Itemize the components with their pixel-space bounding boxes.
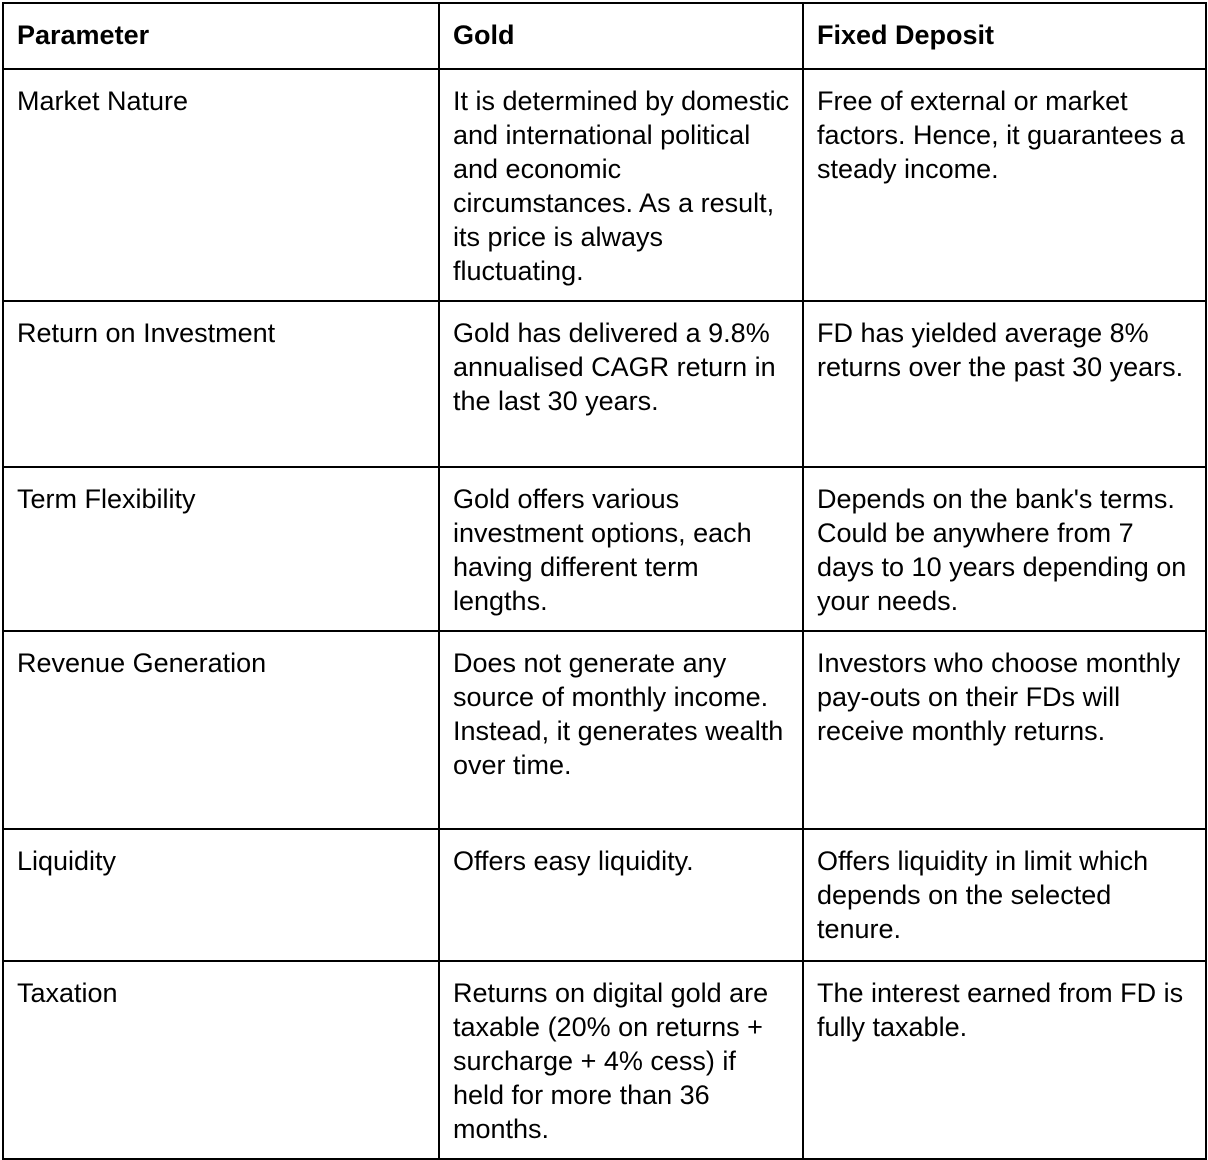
parameter-cell: Liquidity bbox=[3, 829, 439, 961]
fixed-deposit-cell: Depends on the bank's terms. Could be anywhere from 7 days to 10 years depending on your needs. bbox=[803, 467, 1206, 631]
parameter-cell: Market Nature bbox=[3, 69, 439, 301]
table-row bbox=[3, 961, 1206, 1159]
fixed-deposit-cell: Investors who choose monthly pay-outs on their FDs will receive monthly returns. bbox=[803, 631, 1206, 829]
table-row bbox=[3, 467, 1206, 631]
header-gold: Gold bbox=[439, 3, 803, 69]
header-parameter: Parameter bbox=[3, 3, 439, 69]
gold-cell: Does not generate any source of monthly income. Instead, it generates wealth over time. bbox=[439, 631, 803, 829]
gold-cell: Offers easy liquidity. bbox=[439, 829, 803, 961]
fixed-deposit-cell: The interest earned from FD is fully taxable. bbox=[803, 961, 1206, 1159]
comparison-table bbox=[2, 2, 1207, 1160]
table-row bbox=[3, 829, 1206, 961]
gold-cell: Returns on digital gold are taxable (20% on returns + surcharge + 4% cess) if held for more than 36 months. bbox=[439, 961, 803, 1159]
fixed-deposit-cell: Free of external or market factors. Hence, it guarantees a steady income. bbox=[803, 69, 1206, 301]
parameter-cell: Term Flexibility bbox=[3, 467, 439, 631]
fixed-deposit-cell: Offers liquidity in limit which depends on the selected tenure. bbox=[803, 829, 1206, 961]
parameter-cell: Revenue Generation bbox=[3, 631, 439, 829]
header-row bbox=[3, 3, 1206, 69]
gold-cell: It is determined by domestic and international political and economic circumstances. As a result, its price is always fluctuating. bbox=[439, 69, 803, 301]
table-row bbox=[3, 69, 1206, 301]
table-row bbox=[3, 631, 1206, 829]
header-fixed-deposit: Fixed Deposit bbox=[803, 3, 1206, 69]
parameter-cell: Taxation bbox=[3, 961, 439, 1159]
gold-cell: Gold has delivered a 9.8% annualised CAGR return in the last 30 years. bbox=[439, 301, 803, 467]
fixed-deposit-cell: FD has yielded average 8% returns over the past 30 years. bbox=[803, 301, 1206, 467]
parameter-cell: Return on Investment bbox=[3, 301, 439, 467]
table-row bbox=[3, 301, 1206, 467]
gold-cell: Gold offers various investment options, each having different term lengths. bbox=[439, 467, 803, 631]
